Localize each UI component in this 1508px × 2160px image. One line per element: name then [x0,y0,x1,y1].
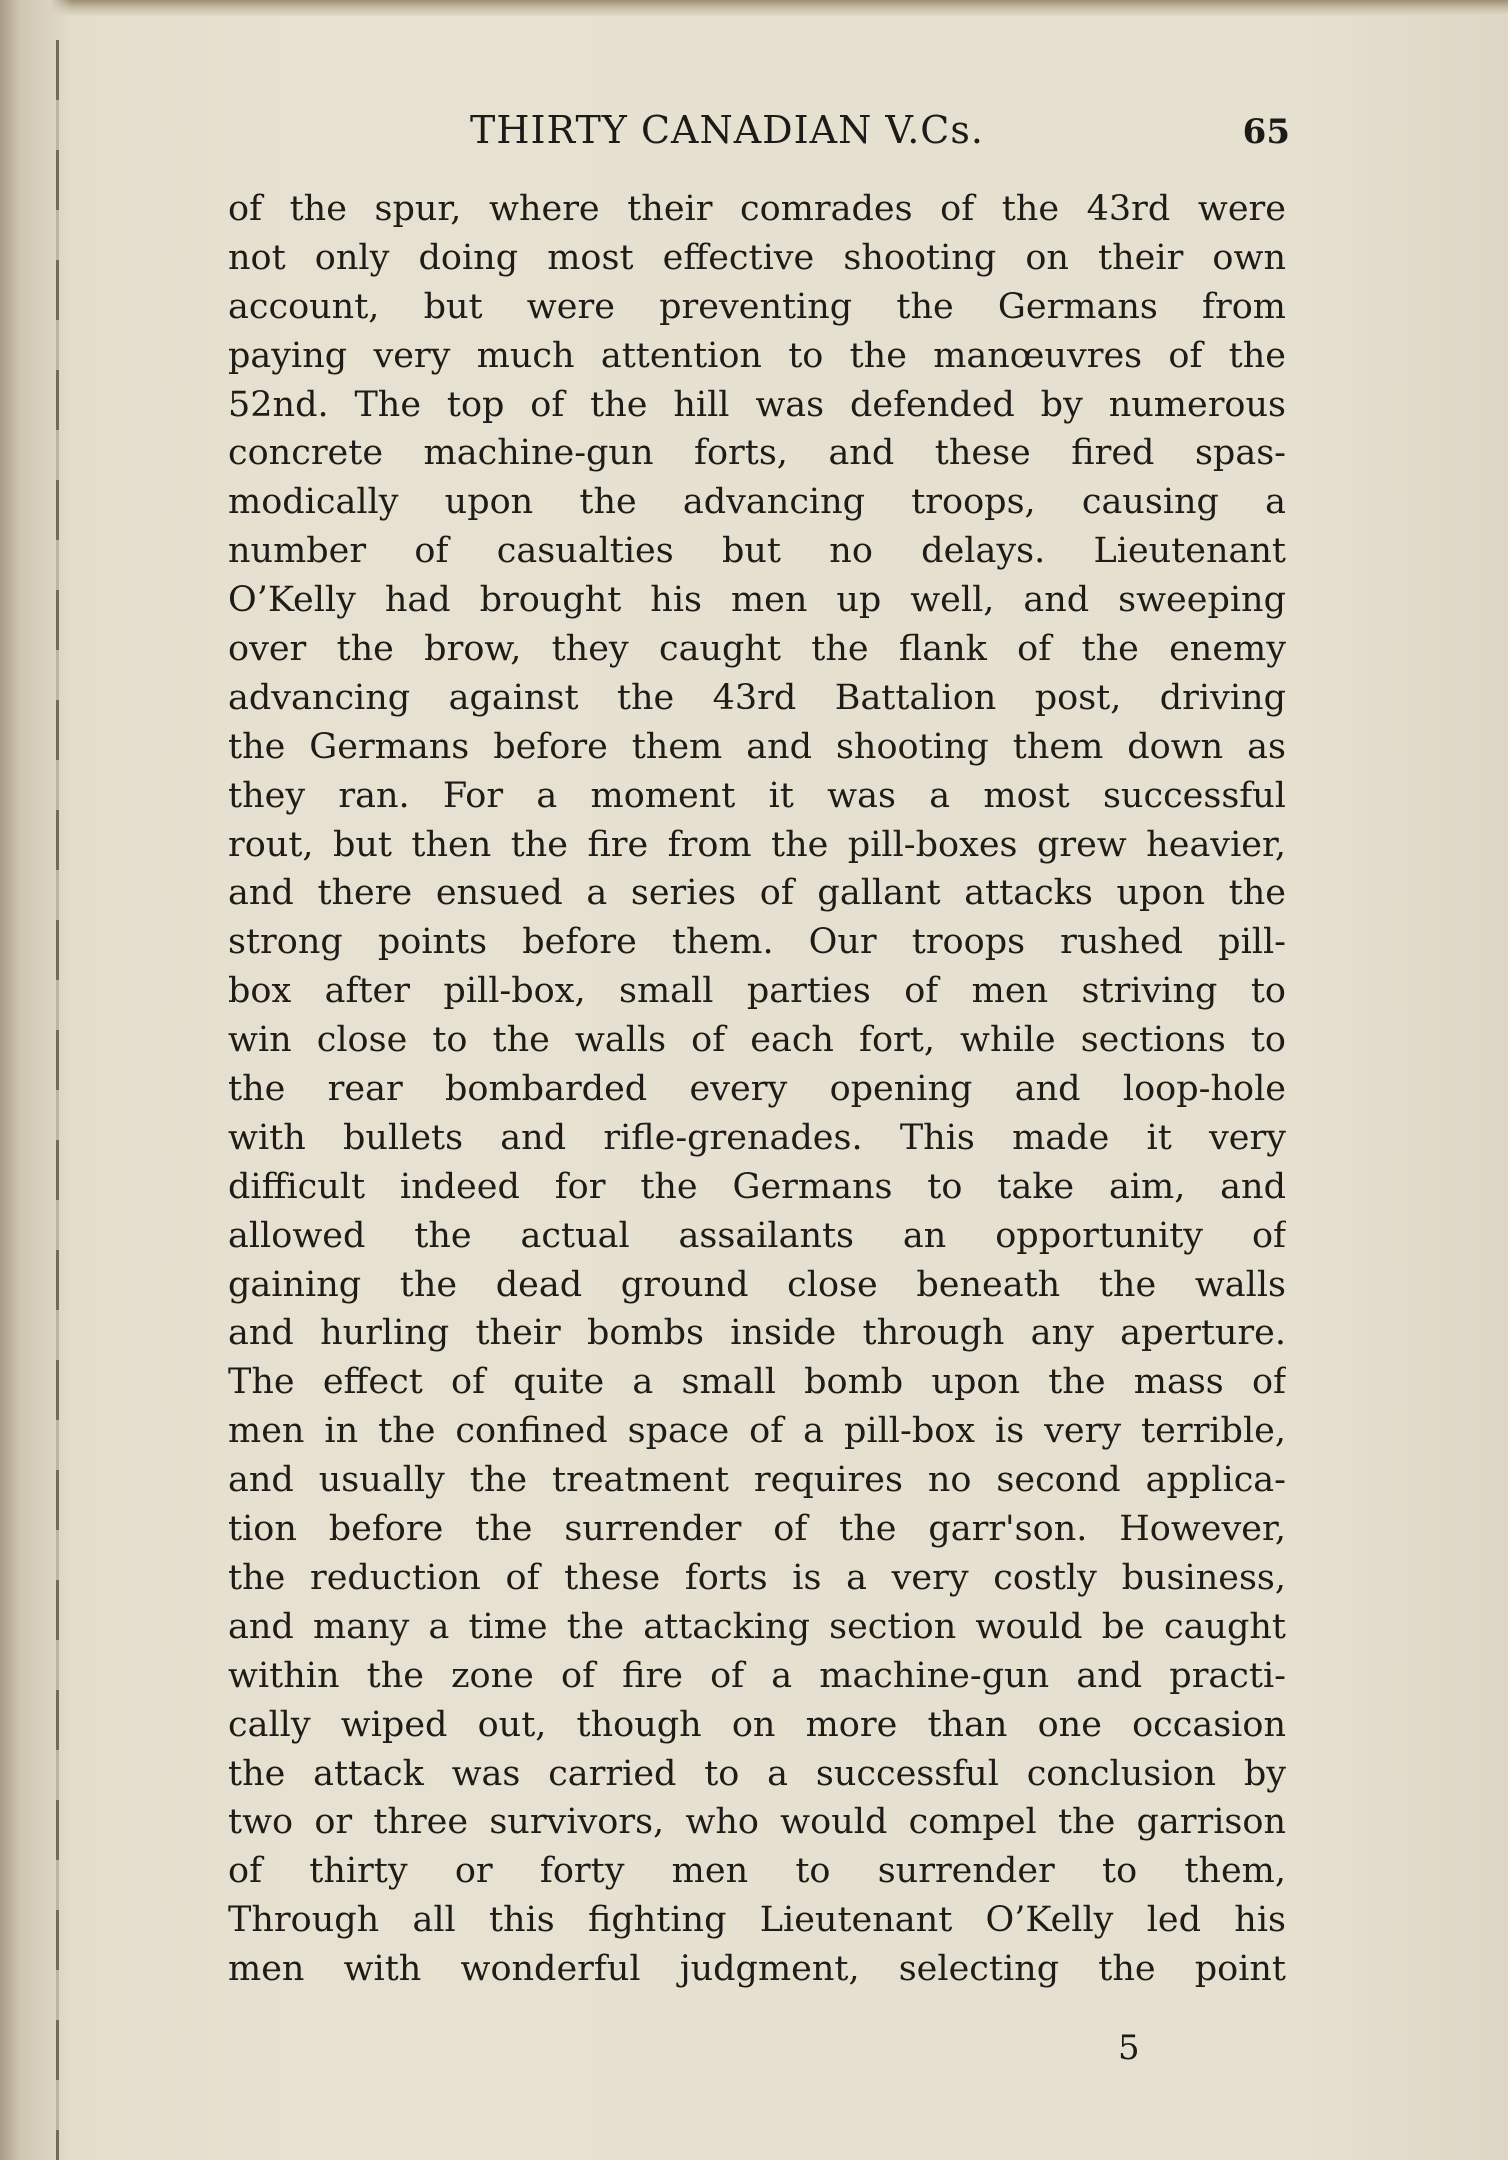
text-line: rout, but then the fire from the pill-boxes grew heavier, [228,824,1286,865]
text-line: strong points before them. Our troops rushed pill- [228,922,1286,963]
text-line: with bullets and rifle-grenades. This made it very [228,1117,1286,1158]
text-line: over the brow, they caught the flank of the enemy [228,629,1286,670]
text-line: and usually the treatment requires no second applica- [228,1460,1286,1501]
text-line: within the zone of fire of a machine-gun and practi- [228,1655,1286,1696]
text-line: the Germans before them and shooting them down as [228,726,1286,767]
text-line: paying very much attention to the manœuvres of the [228,335,1286,376]
text-line: the attack was carried to a successful conclusion by [228,1753,1286,1794]
text-line: and many a time the attacking section would be caught [228,1606,1286,1647]
text-line: they ran. For a moment it was a most successful [228,775,1286,816]
text-line: and there ensued a series of gallant attacks upon the [228,873,1286,914]
text-line: O’Kelly had brought his men up well, and sweeping [228,580,1286,621]
text-line: allowed the actual assailants an opportunity of [228,1215,1286,1256]
page-number: 65 [1242,112,1290,152]
text-line: concrete machine-gun forts, and these fired spas- [228,433,1286,474]
text-line: Through all this fighting Lieutenant O’Kelly led his [228,1900,1286,1941]
text-line: men in the confined space of a pill-box is very terrible, [228,1411,1286,1452]
text-line: gaining the dead ground close beneath the walls [228,1264,1286,1305]
text-line: of the spur, where their comrades of the 43rd were [228,189,1286,229]
text-line: tion before the surrender of the garr'son. However, [228,1509,1286,1550]
gutter-shadow-line [56,40,59,2160]
text-line: advancing against the 43rd Battalion post, driving [228,677,1286,718]
text-line: two or three survivors, who would compel the garrison [228,1802,1286,1843]
text-line: and hurling their bombs inside through any aperture. [228,1313,1286,1354]
text-line: box after pill-box, small parties of men striving to [228,971,1286,1012]
body-text [228,185,1286,1994]
text-line: 52nd. The top of the hill was defended by numerous [228,384,1286,425]
text-line: cally wiped out, though on more than one occasion [228,1704,1286,1745]
text-line: the rear bombarded every opening and loop-hole [228,1069,1286,1110]
text-line: not only doing most effective shooting on their own [228,237,1286,278]
text-line: The effect of quite a small bomb upon the mass of [228,1362,1286,1403]
page-top-edge [0,0,1508,16]
text-line: difficult indeed for the Germans to take aim, and [228,1166,1286,1207]
running-title: THIRTY CANADIAN V.Cs. [470,108,984,152]
signature-mark: 5 [1118,2028,1140,2068]
text-line: of thirty or forty men to surrender to them, [228,1851,1286,1892]
text-line: win close to the walls of each fort, while sections to [228,1020,1286,1061]
text-line: the reduction of these forts is a very costly business, [228,1557,1286,1598]
text-line: account, but were preventing the Germans from [228,286,1286,327]
text-line: number of casualties but no delays. Lieutenant [228,531,1286,572]
binding-gutter [0,0,72,2160]
text-line: men with wonderful judgment, selecting the point [228,1949,1286,1990]
running-head [220,108,1300,168]
text-line: modically upon the advancing troops, causing a [228,482,1286,523]
